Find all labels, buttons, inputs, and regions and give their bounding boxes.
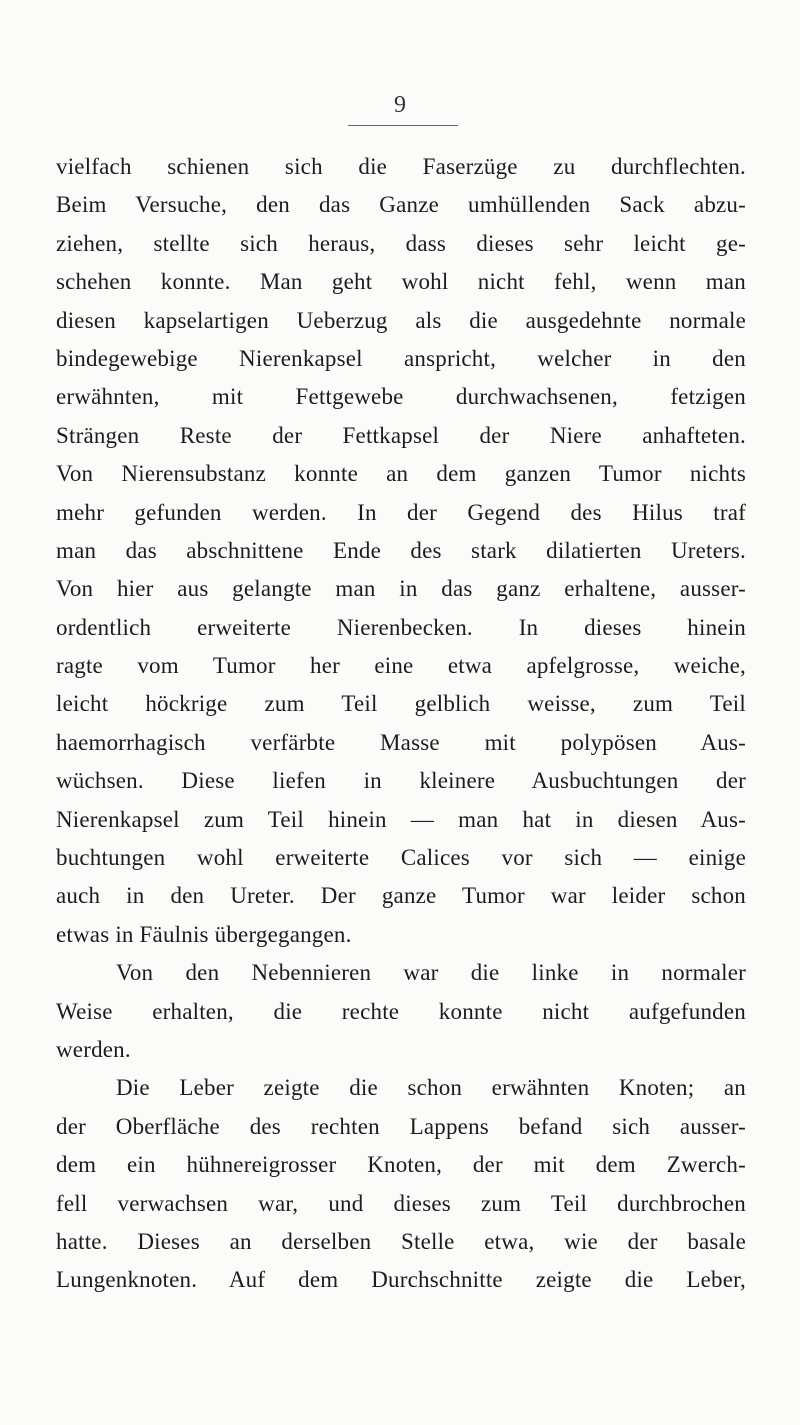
page-number: 9 bbox=[394, 92, 406, 118]
body-text bbox=[56, 148, 746, 1300]
text-line: werden. bbox=[56, 1036, 131, 1062]
text-line: Die Leber zeigte die schon erwähnten Knoten; an bbox=[116, 1075, 746, 1101]
text-line: man das abschnittene Ende des stark dilatierten Ureters. bbox=[56, 537, 746, 563]
text-line: der Oberfläche des rechten Lappens befand sich ausser- bbox=[56, 1113, 746, 1139]
header-rule bbox=[348, 125, 458, 126]
text-line: Weise erhalten, die rechte konnte nicht aufgefunden bbox=[56, 998, 746, 1024]
text-line: ordentlich erweiterte Nierenbecken. In dieses hinein bbox=[56, 614, 746, 640]
text-line: Von hier aus gelangte man in das ganz erhaltene, ausser- bbox=[56, 576, 746, 602]
text-line: mehr gefunden werden. In der Gegend des Hilus traf bbox=[56, 499, 746, 525]
text-line: leicht höckrige zum Teil gelblich weisse, zum Teil bbox=[56, 691, 746, 717]
text-line: auch in den Ureter. Der ganze Tumor war leider schon bbox=[56, 883, 746, 909]
text-line: etwas in Fäulnis übergegangen. bbox=[56, 921, 352, 947]
text-line: Von Nierensubstanz konnte an dem ganzen Tumor nichts bbox=[56, 461, 746, 487]
text-line: Strängen Reste der Fettkapsel der Niere anhafteten. bbox=[56, 422, 746, 448]
text-line: vielfach schienen sich die Faserzüge zu durchflechten. bbox=[56, 154, 746, 179]
text-line: Lungenknoten. Auf dem Durchschnitte zeigte die Leber, bbox=[56, 1267, 746, 1293]
text-line: buchtungen wohl erweiterte Calices vor sich — einige bbox=[56, 845, 746, 871]
text-line: hatte. Dieses an derselben Stelle etwa, wie der basale bbox=[56, 1228, 746, 1254]
text-line: wüchsen. Diese liefen in kleinere Ausbuchtungen der bbox=[56, 768, 746, 794]
text-line: fell verwachsen war, und dieses zum Teil durchbrochen bbox=[56, 1190, 746, 1216]
text-line: haemorrhagisch verfärbte Masse mit polypösen Aus- bbox=[56, 729, 746, 755]
text-line: ragte vom Tumor her eine etwa apfelgrosse, weiche, bbox=[56, 653, 746, 679]
text-line: Nierenkapsel zum Teil hinein — man hat in diesen Aus- bbox=[56, 806, 746, 832]
text-line: diesen kapselartigen Ueberzug als die ausgedehnte normale bbox=[56, 307, 746, 333]
text-line: Von den Nebennieren war die linke in normaler bbox=[116, 960, 746, 986]
text-line: Beim Versuche, den das Ganze umhüllenden Sack abzu- bbox=[56, 192, 746, 218]
text-line: schehen konnte. Man geht wohl nicht fehl, wenn man bbox=[56, 269, 746, 295]
text-line: dem ein hühnereigrosser Knoten, der mit dem Zwerch- bbox=[56, 1152, 746, 1178]
text-line: bindegewebige Nierenkapsel anspricht, welcher in den bbox=[56, 345, 746, 371]
text-line: erwähnten, mit Fettgewebe durchwachsenen, fetzigen bbox=[56, 384, 746, 410]
text-line: ziehen, stellte sich heraus, dass dieses sehr leicht ge- bbox=[56, 230, 746, 256]
